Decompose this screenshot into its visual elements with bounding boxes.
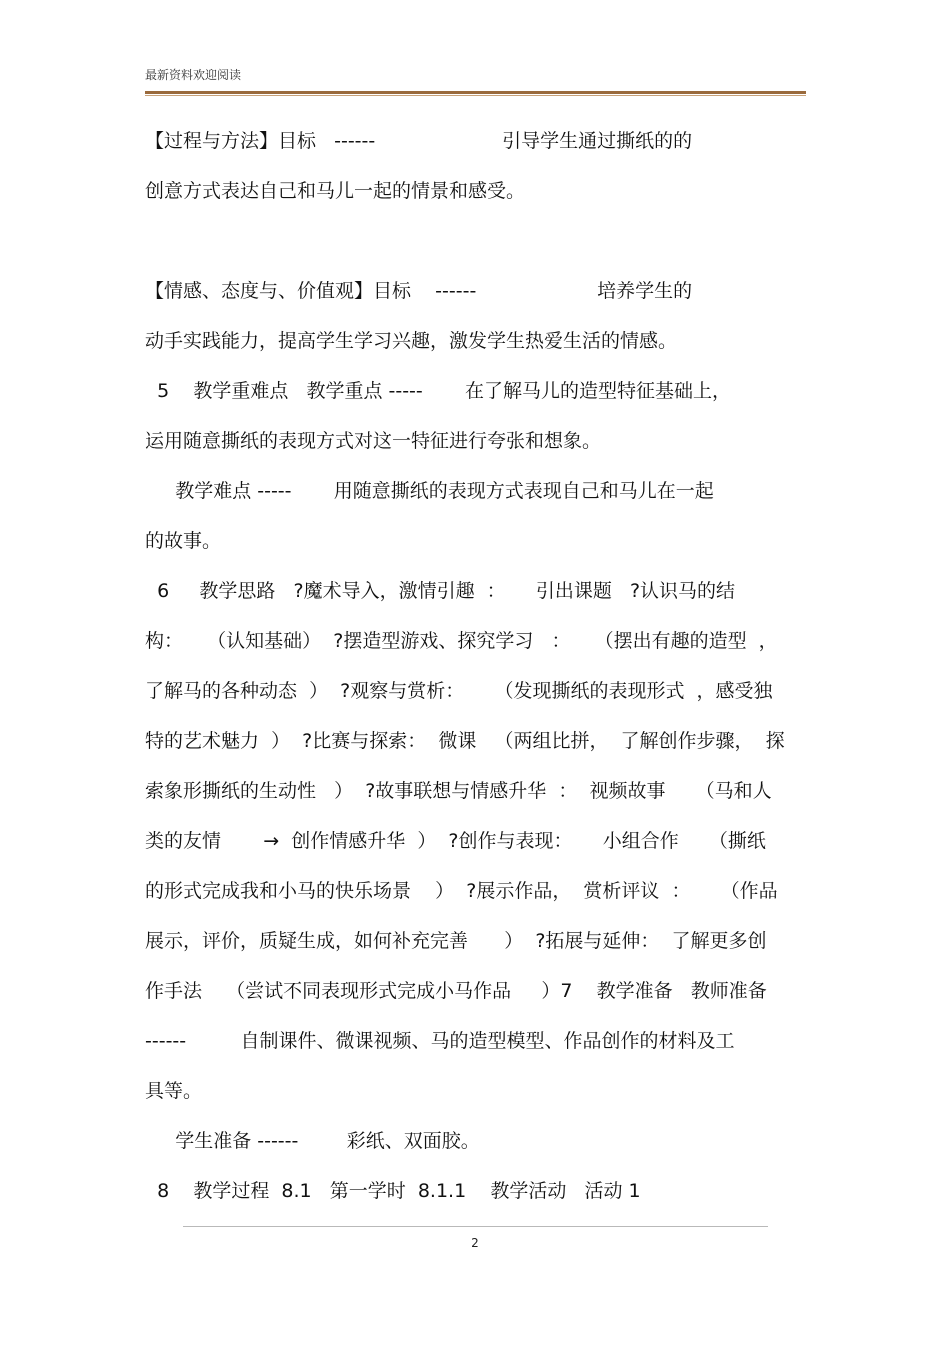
text-line: 8 教学过程 8.1 第一学时 8.1.1 教学活动 活动 1 bbox=[145, 1180, 641, 1202]
text-line: 具等。 bbox=[145, 1080, 203, 1102]
text-line: 6 教学思路 ?魔术导入，激情引趣 ： 引出课题 ?认识马的结 bbox=[145, 580, 736, 602]
text-line: ------ 自制课件、微课视频、马的造型模型、作品创作的材料及工 bbox=[145, 1030, 735, 1052]
text-line: 【过程与方法】目标 ------ 引导学生通过撕纸的的 bbox=[145, 130, 693, 152]
text-line: 5 教学重难点 教学重点 ----- 在了解马儿的造型特征基础上， bbox=[145, 380, 732, 402]
text-line: 【情感、态度与、价值观】目标 ------ 培养学生的 bbox=[145, 280, 693, 302]
page-number: 2 bbox=[471, 1236, 479, 1250]
text-line: 构： （认知基础） ?摆造型游戏、探究学习 ： （摆出有趣的造型 ， bbox=[145, 630, 778, 652]
text-line: 类的友情 → 创作情感升华 ） ?创作与表现： 小组合作 （撕纸 bbox=[145, 830, 766, 852]
text-line: 教学难点 ----- 用随意撕纸的表现方式表现自己和马儿在一起 bbox=[145, 480, 714, 502]
text-line: 特的艺术魅力 ） ?比赛与探索： 微课 （两组比拼， 了解创作步骤， 探 bbox=[145, 730, 785, 752]
text-line: 动手实践能力，提高学生学习兴趣，激发学生热爱生活的情感。 bbox=[145, 330, 678, 352]
header-rule-thin bbox=[145, 95, 806, 96]
header-rule bbox=[145, 91, 806, 94]
text-line: 学生准备 ------ 彩纸、双面胶。 bbox=[145, 1130, 480, 1152]
text-line: 了解马的各种动态 ） ?观察与赏析： （发现撕纸的表现形式 ，感受独 bbox=[145, 680, 773, 702]
text-line: 的形式完成我和小马的快乐场景 ） ?展示作品， 赏析评议 ： （作品 bbox=[145, 880, 778, 902]
header-text: 最新资料欢迎阅读 bbox=[145, 68, 242, 82]
text-line: 创意方式表达自己和马儿一起的情景和感受。 bbox=[145, 180, 526, 202]
text-line: 的故事。 bbox=[145, 530, 222, 552]
footer-rule bbox=[183, 1226, 768, 1227]
text-line: 索象形撕纸的生动性 ） ?故事联想与情感升华 ： 视频故事 （马和人 bbox=[145, 780, 772, 802]
text-line: 展示，评价，质疑生成，如何补充完善 ） ?拓展与延伸： 了解更多创 bbox=[145, 930, 767, 952]
text-line: 作手法 （尝试不同表现形式完成小马作品 ）7 教学准备 教师准备 bbox=[145, 980, 767, 1002]
text-line: 运用随意撕纸的表现方式对这一特征进行夸张和想象。 bbox=[145, 430, 602, 452]
